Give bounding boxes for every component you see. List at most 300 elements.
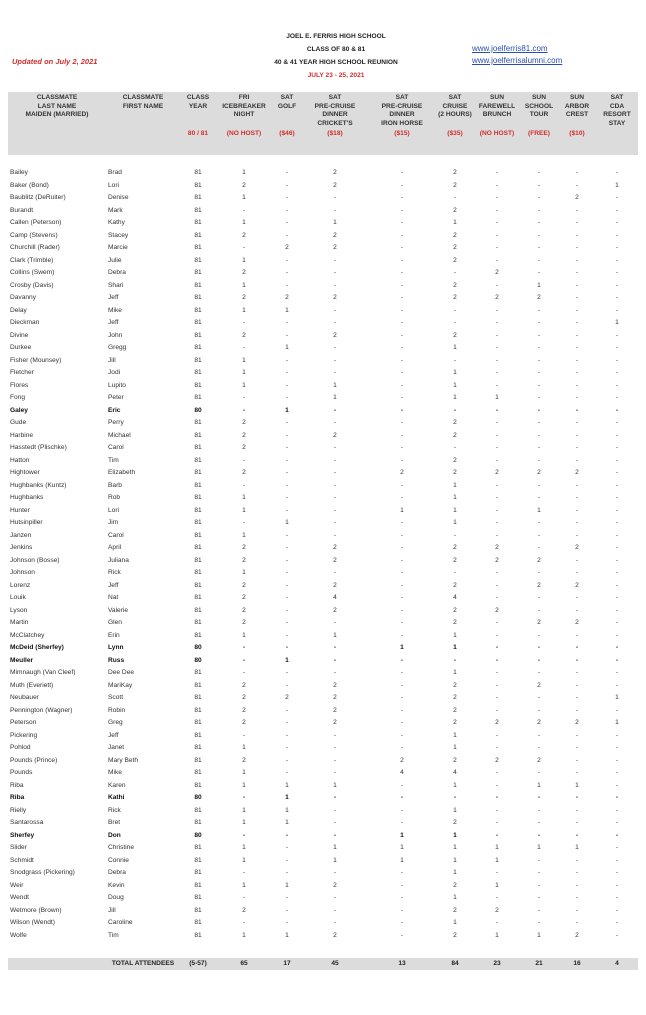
iron-horse-dinner-cell: - [400,594,404,601]
icebreaker-cell: 2 [242,581,246,589]
school-tour-cell: - [537,306,541,314]
farewell-brunch-cell: - [495,581,499,589]
arbor-crest-cell: - [575,394,579,401]
class-of: CLASS OF 80 & 81 [306,46,366,53]
last-name-cell: Santarossa [10,819,44,826]
school-tour-cell: - [537,594,541,601]
icebreaker-cell: 1 [242,356,246,364]
arbor-crest-cell: - [575,419,579,426]
column-header-price: 80 / 81 [187,130,209,138]
website-link-alumni[interactable]: www.joelferrisalumni.com [472,56,563,65]
first-name-cell: Barb [108,481,122,489]
iron-horse-dinner-cell: - [400,231,404,239]
total-tour: 21 [520,958,558,970]
farewell-brunch-cell: 1 [495,394,499,401]
column-header-line: IRON HORSE [381,119,423,127]
class-year-cell: 81 [194,231,202,239]
resort-stay-cell: - [615,644,619,651]
golf-cell: 1 [285,519,289,526]
class-year-cell: 80 [194,406,202,414]
class-year-cell: 81 [194,431,202,439]
class-year-cell: 81 [194,481,202,489]
column-header-last-name [8,92,106,155]
spacer-row [8,155,638,167]
iron-horse-dinner-cell: - [400,694,404,701]
iron-horse-dinner-cell: - [400,869,404,876]
cruise-cell: 1 [453,219,457,226]
last-name-cell: Clark (Trimble) [10,256,54,264]
school-tour-cell: - [537,319,541,326]
class-year-cell: 81 [194,594,202,601]
icebreaker-cell: - [242,406,246,414]
column-header-line: SAT [328,94,342,101]
farewell-brunch-cell: - [495,619,499,626]
cruise-cell: 2 [453,756,457,764]
arbor-crest-cell: 2 [575,194,579,201]
website-links [472,43,562,67]
class-year-cell: 81 [194,294,202,301]
first-name-cell: Kevin [108,881,125,889]
column-header-first-name [106,92,180,155]
iron-horse-dinner-cell: - [400,719,404,726]
resort-stay-cell: - [615,369,619,376]
class-year-cell: 81 [194,681,202,689]
cruise-cell: 1 [453,394,457,401]
first-name-cell: Mike [108,769,122,776]
golf-cell: - [285,331,289,339]
arbor-crest-cell: - [575,856,579,864]
last-name-cell: Collins (Swem) [10,269,55,276]
golf-cell: - [285,256,289,264]
cruise-cell: 2 [453,819,457,826]
column-header-line: SAT [280,94,294,101]
first-name-cell: Mike [108,306,122,314]
icebreaker-cell: 1 [242,506,246,514]
column-header-school-tour [520,92,558,155]
school-tour-cell: 1 [537,506,541,514]
iron-horse-dinner-cell: - [400,731,404,739]
first-name-cell: Connie [108,856,129,864]
crickets-dinner-cell: - [333,356,337,364]
totals-label: TOTAL ATTENDEES [106,958,180,970]
table-row [8,592,638,605]
icebreaker-cell: - [242,519,246,526]
golf-cell: - [285,669,289,676]
last-name-cell: Riba [10,781,24,789]
golf-cell: - [285,281,289,289]
farewell-brunch-cell: 1 [495,931,499,939]
cruise-cell: 1 [453,731,457,739]
school-tour-cell: - [537,769,541,776]
crickets-dinner-cell: - [333,919,337,926]
resort-stay-cell: - [615,506,619,514]
arbor-crest-cell: - [575,906,579,914]
table-row [8,705,638,718]
resort-stay-cell: - [615,431,619,439]
class-year-cell: 80 [194,644,202,651]
arbor-crest-cell: - [575,206,579,214]
cruise-cell: 2 [453,294,457,301]
school-tour-cell: - [537,856,541,864]
table-row [8,417,638,430]
icebreaker-cell: 1 [242,169,246,176]
arbor-crest-cell: - [575,806,579,814]
last-name-cell: Meuller [10,656,34,664]
table-row [8,642,638,655]
golf-cell: - [285,531,289,539]
school-tour-cell: 2 [537,581,541,589]
iron-horse-dinner-cell: - [400,319,404,326]
table-row [8,342,638,355]
resort-stay-cell: - [615,356,619,364]
school-tour-cell: - [537,531,541,539]
school-tour-cell: - [537,169,541,176]
class-year-cell: 81 [194,194,202,201]
cruise-cell: 1 [453,831,457,839]
golf-cell: - [285,744,289,751]
last-name-cell: Lorenz [10,581,31,589]
table-row [8,780,638,793]
table-row [8,805,638,818]
icebreaker-cell: 1 [242,256,246,264]
farewell-brunch-cell: - [495,281,499,289]
resort-stay-cell: - [615,556,619,564]
last-name-cell: Galey [10,406,28,414]
total-golf: 17 [272,958,302,970]
crickets-dinner-cell: - [333,869,337,876]
last-name-cell: Delay [10,306,27,314]
last-name-cell: Hatton [10,456,30,464]
school-tour-cell: 2 [537,719,541,726]
crickets-dinner-cell: - [333,456,337,464]
iron-horse-dinner-cell: - [400,481,404,489]
farewell-brunch-cell: 1 [495,856,499,864]
school-tour-cell: - [537,569,541,576]
icebreaker-cell: 1 [242,194,246,201]
cruise-cell: 1 [453,506,457,514]
farewell-brunch-cell: - [495,694,499,701]
arbor-crest-cell: - [575,606,579,614]
golf-cell: - [285,269,289,276]
resort-stay-cell: - [615,806,619,814]
iron-horse-dinner-cell: - [400,706,404,714]
column-header-line: STAY [608,119,626,127]
last-name-cell: Churchill (Rader) [10,244,60,251]
iron-horse-dinner-cell: - [400,919,404,926]
class-year-cell: 81 [194,319,202,326]
resort-stay-cell: - [615,169,619,176]
class-year-cell: 81 [194,494,202,501]
cruise-cell: 2 [453,681,457,689]
column-header-crickets-dinner [302,92,368,155]
crickets-dinner-cell: - [333,444,337,451]
arbor-crest-cell: - [575,881,579,889]
arbor-crest-cell: - [575,731,579,739]
arbor-crest-cell: - [575,231,579,239]
last-name-cell: Baker (Bond) [10,181,49,189]
resort-stay-cell: - [615,331,619,339]
resort-stay-cell: - [615,594,619,601]
cruise-cell: 2 [453,606,457,614]
class-year-cell: 81 [194,669,202,676]
crickets-dinner-cell: - [333,619,337,626]
crickets-dinner-cell: - [333,894,337,901]
column-header-line: DINNER [389,111,415,119]
last-name-cell: Riba [10,794,25,801]
class-year-cell: 81 [194,369,202,376]
resort-stay-cell: 1 [615,319,619,326]
school-tour-cell: - [537,869,541,876]
arbor-crest-cell: - [575,494,579,501]
first-name-cell: Jeff [108,294,119,301]
column-header-line: CLASSMATE [36,94,78,101]
class-year-cell: 81 [194,331,202,339]
first-name-cell: Don [108,831,121,839]
farewell-brunch-cell: 2 [495,906,499,914]
cruise-cell: - [453,444,457,451]
column-header-cruise [436,92,474,155]
icebreaker-cell: 1 [242,844,246,851]
table-row [8,442,638,455]
crickets-dinner-cell: - [333,269,337,276]
farewell-brunch-cell: 2 [495,606,499,614]
first-name-cell: John [108,331,123,339]
total-cruise: 84 [436,958,474,970]
column-header-line: ICEBREAKER [222,102,266,110]
farewell-brunch-cell: - [495,369,499,376]
icebreaker-cell: 1 [242,381,246,389]
icebreaker-cell: 2 [242,444,246,451]
crickets-dinner-cell: - [333,769,337,776]
class-year-cell: 81 [194,844,202,851]
school-tour-cell: 2 [537,556,541,564]
school-tour-cell: 2 [537,469,541,476]
crickets-dinner-cell: 1 [333,781,337,789]
arbor-crest-cell: - [575,631,579,639]
iron-horse-dinner-cell: - [400,444,404,451]
farewell-brunch-cell: - [495,894,499,901]
crickets-dinner-cell: 2 [333,719,337,726]
first-name-cell: Carol [108,531,124,539]
arbor-crest-cell: - [575,794,579,801]
iron-horse-dinner-cell: - [400,531,404,539]
golf-cell: - [285,431,289,439]
iron-horse-dinner-cell: - [400,369,404,376]
first-name-cell: Michael [108,431,131,439]
school-tour-cell: - [537,331,541,339]
first-name-cell: Eric [108,406,121,414]
last-name-cell: Pennington (Wagner) [10,706,73,714]
last-name-cell: Camp (Stevens) [10,231,58,239]
crickets-dinner-cell: - [333,794,337,801]
last-name-cell: Gude [10,419,27,426]
crickets-dinner-cell: 1 [333,631,337,639]
icebreaker-cell: 1 [242,881,246,889]
golf-cell: - [285,494,289,501]
golf-cell: - [285,456,289,464]
arbor-crest-cell: - [575,306,579,314]
iron-horse-dinner-cell: - [400,294,404,301]
class-year-cell: 81 [194,544,202,551]
first-name-cell: Rick [108,569,121,576]
golf-cell: - [285,581,289,589]
cruise-cell: 1 [453,381,457,389]
farewell-brunch-cell: 2 [495,544,499,551]
icebreaker-cell: - [242,894,246,901]
icebreaker-cell: 1 [242,631,246,639]
golf-cell: - [285,731,289,739]
icebreaker-cell: - [242,794,246,801]
crickets-dinner-cell: 2 [333,294,337,301]
golf-cell: 1 [285,881,289,889]
first-name-cell: Scott [108,694,124,701]
class-year-cell: 81 [194,206,202,214]
crickets-dinner-cell: 2 [333,931,337,939]
class-year-cell: 81 [194,606,202,614]
last-name-cell: Hughbanks (Kuntz) [10,481,67,489]
iron-horse-dinner-cell: - [400,356,404,364]
school-tour-cell: - [537,806,541,814]
last-name-cell: Rielly [10,806,27,814]
resort-stay-cell: - [615,194,619,201]
last-name-cell: Snodgrass (Pickering) [10,869,75,876]
golf-cell: - [285,469,289,476]
resort-stay-cell: - [615,919,619,926]
golf-cell: - [285,544,289,551]
table-row [8,917,638,930]
table-row [8,905,638,918]
arbor-crest-cell: - [575,381,579,389]
school-tour-cell: - [537,256,541,264]
crickets-dinner-cell: - [333,506,337,514]
school-tour-cell: 2 [537,681,541,689]
last-name-cell: Pounds [10,769,33,776]
class-year-cell: 81 [194,906,202,914]
farewell-brunch-cell: - [495,356,499,364]
crickets-dinner-cell: - [333,569,337,576]
resort-stay-cell: - [615,656,619,664]
iron-horse-dinner-cell: - [400,819,404,826]
website-link-81[interactable]: www.joelferris81.com [472,44,548,53]
arbor-crest-cell: - [575,706,579,714]
cruise-cell: 4 [453,769,457,776]
cruise-cell: 2 [453,206,457,214]
last-name-cell: Hunter [10,506,30,514]
resort-stay-cell: - [615,456,619,464]
cruise-cell: 2 [453,244,457,251]
icebreaker-cell: 1 [242,931,246,939]
resort-stay-cell: - [615,444,619,451]
last-name-cell: Louik [10,594,26,601]
column-header-line: NIGHT [233,111,255,119]
icebreaker-cell: 2 [242,706,246,714]
table-row [8,830,638,843]
golf-cell: - [285,769,289,776]
cruise-cell: 2 [453,694,457,701]
school-tour-cell: - [537,244,541,251]
resort-stay-cell: - [615,306,619,314]
arbor-crest-cell: - [575,431,579,439]
column-header-price: (NO HOST) [479,130,515,138]
school-tour-cell: - [537,394,541,401]
class-year-cell: 81 [194,569,202,576]
class-year-cell: 81 [194,694,202,701]
table-row [8,892,638,905]
farewell-brunch-cell: - [495,481,499,489]
school-name: JOEL E. FERRIS HIGH SCHOOL [286,33,386,40]
crickets-dinner-cell: 1 [333,856,337,864]
iron-horse-dinner-cell: - [400,306,404,314]
resort-stay-cell: - [615,756,619,764]
column-header-line: (2 HOURS) [438,111,472,119]
last-name-cell: Burandt [10,206,34,214]
icebreaker-cell: 1 [242,306,246,314]
farewell-brunch-cell: - [495,244,499,251]
icebreaker-cell: 2 [242,619,246,626]
arbor-crest-cell: - [575,481,579,489]
first-name-cell: Mark [108,206,123,214]
last-name-cell: Crosby (Davis) [10,281,54,289]
crickets-dinner-cell: 2 [333,544,337,551]
last-name-cell: Muth (Everiett) [10,681,54,689]
farewell-brunch-cell: 2 [495,269,499,276]
table-row [8,567,638,580]
icebreaker-cell: 2 [242,681,246,689]
class-year-cell: 81 [194,756,202,764]
column-header-line: SAT [448,94,462,101]
table-row [8,492,638,505]
golf-cell: 1 [285,344,289,351]
golf-cell: 1 [285,781,289,789]
column-header-line: FRI [238,94,250,101]
school-tour-cell: - [537,519,541,526]
last-name-cell: Baublitz (DeRuiter) [10,194,66,201]
last-name-cell: Wetmore (Brown) [10,906,62,914]
class-year-cell: 81 [194,244,202,251]
icebreaker-cell: - [242,644,246,651]
class-year-cell: 81 [194,769,202,776]
cruise-cell: 1 [453,644,457,651]
crickets-dinner-cell: 1 [333,844,337,851]
golf-cell: - [285,444,289,451]
column-header-arbor-crest [558,92,596,155]
crickets-dinner-cell: 2 [333,694,337,701]
resort-stay-cell: - [615,256,619,264]
first-name-cell: Perry [108,419,124,426]
last-name-cell: Fletcher [10,369,34,376]
class-year-cell: 81 [194,631,202,639]
arbor-crest-cell: 2 [575,581,579,589]
column-header-farewell-brunch [474,92,520,155]
reunion-title-block [236,30,436,82]
last-name-cell: Wilson (Wendt) [10,919,55,926]
cruise-cell: 2 [453,431,457,439]
crickets-dinner-cell: - [333,306,337,314]
first-name-cell: Nat [108,594,119,601]
table-row [8,530,638,543]
column-header-icebreaker [216,92,272,155]
crickets-dinner-cell: - [333,206,337,214]
resort-stay-cell: - [615,531,619,539]
column-header-line: TOUR [529,111,549,119]
icebreaker-cell: 2 [242,331,246,339]
crickets-dinner-cell: 2 [333,706,337,714]
class-year-cell: 81 [194,894,202,901]
arbor-crest-cell: - [575,506,579,514]
table-row [8,292,638,305]
column-header-price: (FREE) [528,130,550,138]
school-tour-cell: - [537,219,541,226]
